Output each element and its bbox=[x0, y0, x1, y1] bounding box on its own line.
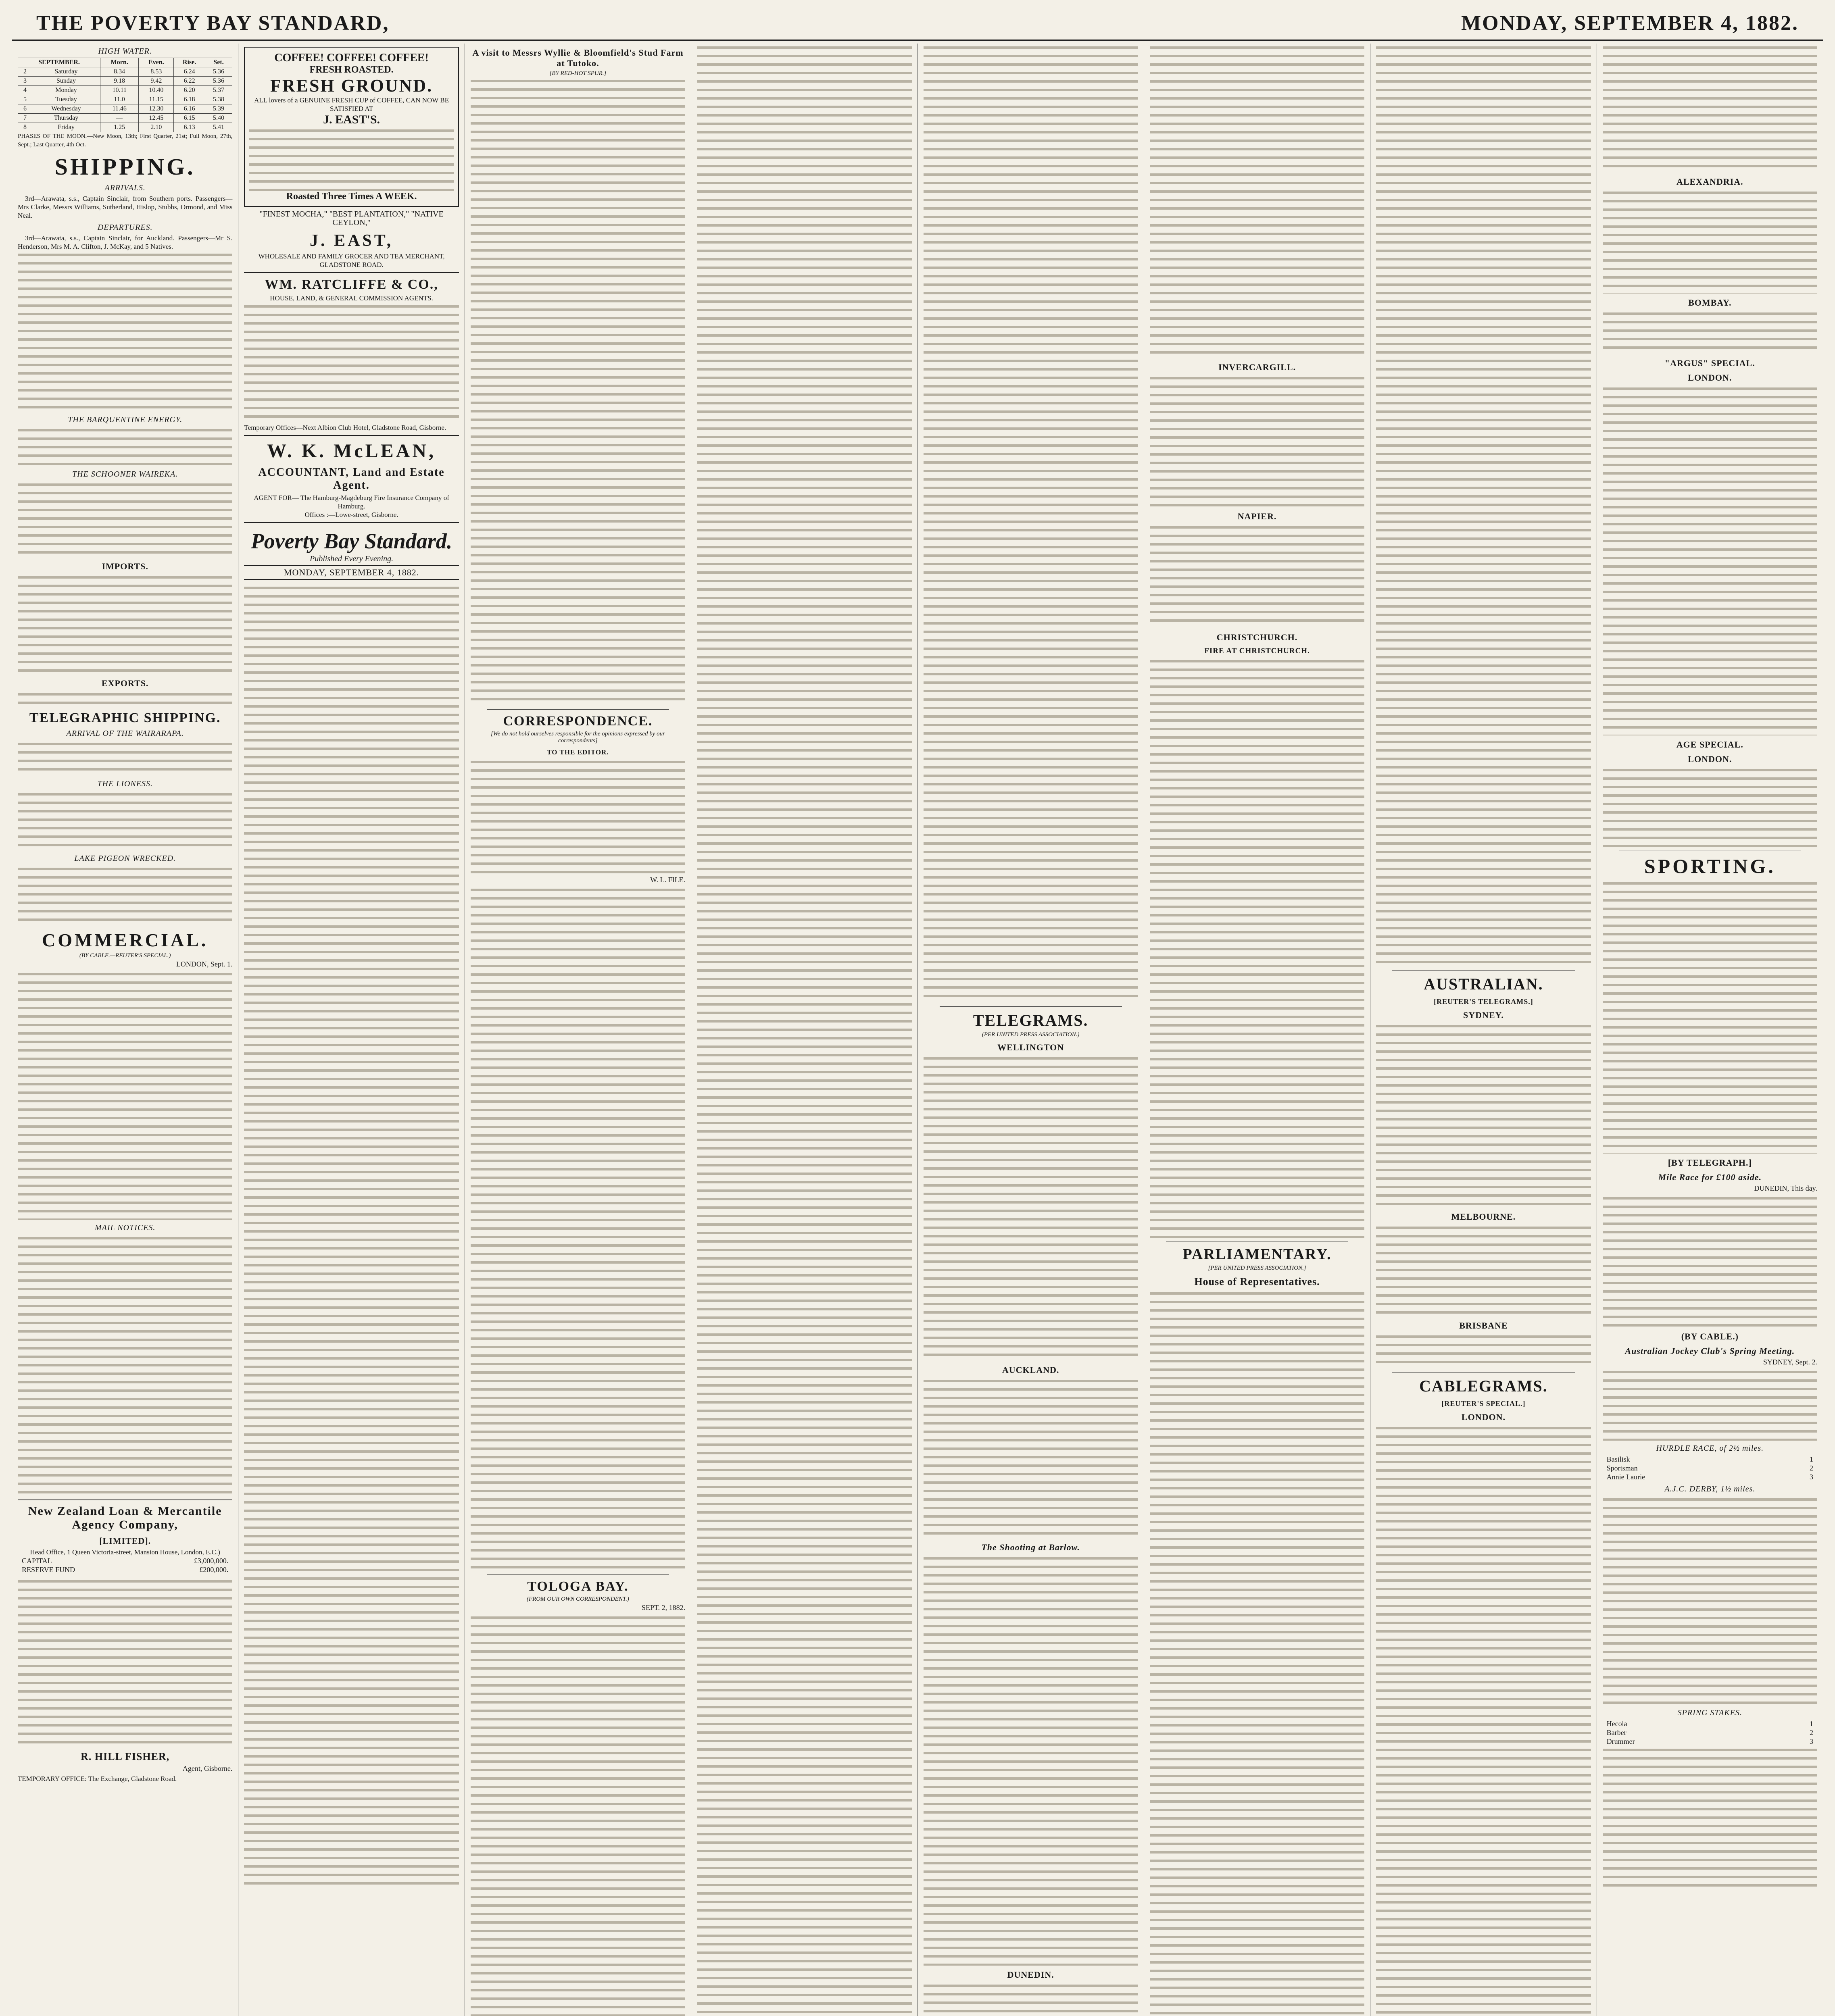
fire-heading: FIRE AT CHRISTCHURCH. bbox=[1204, 647, 1310, 655]
article-text bbox=[1603, 385, 1817, 735]
east-trade: WHOLESALE AND FAMILY GROCER AND TEA MERCHANT, bbox=[258, 252, 445, 260]
sydney-heading: SYDNEY. bbox=[1463, 1010, 1504, 1020]
tide-cell: 6.20 bbox=[174, 86, 205, 95]
article-text bbox=[1150, 374, 1364, 507]
tide-cell: 12.45 bbox=[139, 114, 174, 123]
text-block bbox=[18, 426, 232, 467]
column-6 bbox=[1144, 44, 1370, 2016]
article-text bbox=[1603, 44, 1817, 173]
text-block bbox=[18, 573, 232, 674]
tide-header: Even. bbox=[139, 58, 174, 67]
text-block bbox=[18, 740, 232, 776]
tide-cell: Monday bbox=[32, 86, 100, 95]
tide-cell: 2.10 bbox=[139, 123, 174, 132]
ajc-heading: Australian Jockey Club's Spring Meeting. bbox=[1625, 1346, 1795, 1356]
agent-title: Agent, Gisborne. bbox=[182, 1764, 233, 1772]
commercial-heading: COMMERCIAL. bbox=[42, 930, 209, 950]
article-text bbox=[244, 584, 459, 1890]
article-text bbox=[924, 1982, 1138, 2016]
article-text bbox=[1603, 310, 1817, 354]
result-row bbox=[1603, 1455, 1817, 1464]
article-text bbox=[1603, 1194, 1817, 1327]
text-block bbox=[18, 690, 232, 706]
letter-text bbox=[471, 758, 685, 875]
tide-cell: 10.40 bbox=[139, 86, 174, 95]
tide-cell: Saturday bbox=[32, 67, 100, 77]
argus-london: LONDON. bbox=[1688, 373, 1732, 383]
tide-cell: 3 bbox=[18, 77, 32, 86]
text-block bbox=[18, 481, 232, 557]
nz-loan-heading: New Zealand Loan & Mercantile Agency Company, bbox=[28, 1504, 222, 1531]
text-block bbox=[18, 970, 232, 1220]
mclean-agent: AGENT FOR— The Hamburg-Magdeburg Fire Insurance Company of Hamburg. bbox=[254, 494, 449, 510]
tide-cell: 8.53 bbox=[139, 67, 174, 77]
east-name: J. EAST, bbox=[310, 231, 394, 250]
tologa-date: SEPT. 2, 1882. bbox=[641, 1604, 686, 1612]
visit-byline: [BY RED-HOT SPUR.] bbox=[549, 70, 607, 77]
masthead-title: THE POVERTY BAY STANDARD, bbox=[36, 12, 390, 35]
article-text bbox=[1376, 1333, 1591, 1369]
australian-heading: AUSTRALIAN. bbox=[1424, 975, 1543, 993]
tide-cell: 10.11 bbox=[100, 86, 139, 95]
masthead bbox=[12, 11, 1823, 41]
house-heading: House of Representatives. bbox=[1194, 1276, 1320, 1287]
article-text bbox=[1150, 1289, 1364, 2016]
by-cable: (BY CABLE.) bbox=[1681, 1331, 1739, 1341]
fresh-roasted: FRESH ROASTED. bbox=[309, 65, 394, 75]
tide-cell: 7 bbox=[18, 114, 32, 123]
horse-name: Basilisk bbox=[1606, 1455, 1630, 1463]
horse-name: Sportsman bbox=[1606, 1464, 1638, 1472]
reserve-label: RESERVE FUND bbox=[22, 1566, 75, 1574]
tide-cell: 6.16 bbox=[174, 104, 205, 114]
article-text bbox=[1603, 766, 1817, 847]
divider bbox=[244, 522, 459, 523]
coffee-ad-text: ALL lovers of a GENUINE FRESH CUP of COFFEE, CAN NOW BE SATISFIED AT bbox=[254, 96, 449, 112]
melbourne-heading: MELBOURNE. bbox=[1451, 1212, 1516, 1222]
tide-cell: 5.38 bbox=[205, 95, 232, 104]
bombay-heading: BOMBAY. bbox=[1688, 298, 1732, 308]
article-text bbox=[1603, 189, 1817, 294]
derby-heading: A.J.C. DERBY, 1½ miles. bbox=[1664, 1485, 1756, 1493]
text-block bbox=[249, 127, 454, 191]
imports-heading: IMPORTS. bbox=[102, 561, 148, 571]
tide-cell: 6.18 bbox=[174, 95, 205, 104]
placing: 1 bbox=[1810, 1720, 1813, 1728]
tide-cell: 5 bbox=[18, 95, 32, 104]
age-london: LONDON. bbox=[1688, 754, 1732, 764]
dunedin-dateline: DUNEDIN, This day. bbox=[1754, 1184, 1817, 1192]
published-note: Published Every Evening. bbox=[309, 554, 394, 563]
tide-header: Set. bbox=[205, 58, 232, 67]
tide-cell: Wednesday bbox=[32, 104, 100, 114]
column-8 bbox=[1597, 44, 1823, 2016]
article-text bbox=[1150, 523, 1364, 628]
paper-name: Poverty Bay Standard. bbox=[250, 529, 452, 553]
ratcliffe-sub: HOUSE, LAND, & GENERAL COMMISSION AGENTS. bbox=[270, 294, 433, 302]
tide-header: SEPTEMBER. bbox=[18, 58, 100, 67]
tide-cell: 6.24 bbox=[174, 67, 205, 77]
moon-phases: PHASES OF THE MOON.—New Moon, 13th; First Quarter, 21st; Full Moon, 27th, Sept.; Last Quarter, 4th Oct. bbox=[18, 133, 233, 148]
tide-row bbox=[18, 95, 232, 104]
article-text bbox=[697, 44, 911, 2016]
tide-cell: Tuesday bbox=[32, 95, 100, 104]
london-heading: LONDON. bbox=[1461, 1412, 1506, 1422]
reuters-special: [REUTER'S SPECIAL.] bbox=[1441, 1400, 1526, 1408]
capital-value: £3,000,000. bbox=[194, 1557, 229, 1565]
mclean-sub: ACCOUNTANT, Land and Estate Agent. bbox=[258, 466, 445, 492]
column-1 bbox=[12, 44, 238, 2016]
tide-header-row bbox=[18, 58, 232, 67]
columns bbox=[12, 44, 1823, 2016]
horse-name: Annie Laurie bbox=[1606, 1473, 1645, 1481]
divider bbox=[940, 1006, 1122, 1007]
coffee-ad bbox=[244, 47, 459, 207]
nz-loan-sub: [LIMITED]. bbox=[99, 1536, 151, 1546]
hurdle-heading: HURDLE RACE, of 2½ miles. bbox=[1656, 1444, 1764, 1453]
cablegrams-heading: CABLEGRAMS. bbox=[1419, 1377, 1548, 1395]
mocha-line: "FINEST MOCHA," "BEST PLANTATION," "NATIVE CEYLON," bbox=[259, 210, 444, 227]
article-text bbox=[924, 1554, 1138, 1966]
mile-race-heading: Mile Race for £100 aside. bbox=[1658, 1172, 1762, 1182]
article-text bbox=[924, 1377, 1138, 1538]
alexandria-heading: ALEXANDRIA. bbox=[1677, 177, 1743, 187]
head-office: Head Office, 1 Queen Victoria-street, Mansion House, London, E.C.) bbox=[30, 1548, 220, 1556]
invercargill-heading: INVERCARGILL. bbox=[1218, 362, 1296, 372]
divider bbox=[1392, 970, 1574, 971]
divider bbox=[244, 435, 459, 436]
result-row bbox=[1603, 1728, 1817, 1737]
tide-cell: 5.39 bbox=[205, 104, 232, 114]
result-row bbox=[1603, 1719, 1817, 1728]
telegraphic-heading: TELEGRAPHIC SHIPPING. bbox=[29, 710, 221, 725]
capital-row bbox=[18, 1556, 232, 1565]
visit-heading: A visit to Messrs Wyllie & Bloomfield's Stud Farm at Tutoko. bbox=[472, 48, 684, 68]
tide-cell: 11.15 bbox=[139, 95, 174, 104]
by-telegraph: [BY TELEGRAPH.] bbox=[1668, 1158, 1752, 1168]
correspondence-heading: CORRESPONDENCE. bbox=[503, 714, 653, 729]
article-text bbox=[1150, 44, 1364, 358]
telegrams-heading: TELEGRAMS. bbox=[973, 1011, 1088, 1029]
text-block bbox=[18, 790, 232, 851]
article-text bbox=[1603, 1495, 1817, 1705]
argus-heading: "ARGUS" SPECIAL. bbox=[1664, 358, 1755, 368]
roasted-three: Roasted Three Times A WEEK. bbox=[286, 191, 417, 202]
placing: 2 bbox=[1810, 1729, 1813, 1737]
article-text bbox=[471, 1614, 685, 2016]
article-text bbox=[924, 1054, 1138, 1361]
wellington-heading: WELLINGTON bbox=[997, 1042, 1064, 1052]
sporting-heading: SPORTING. bbox=[1644, 855, 1776, 877]
tide-cell: 5.36 bbox=[205, 77, 232, 86]
result-row bbox=[1603, 1737, 1817, 1746]
tide-cell: Sunday bbox=[32, 77, 100, 86]
issue-date: MONDAY, SEPTEMBER 4, 1882. bbox=[244, 565, 459, 580]
tide-row bbox=[18, 67, 232, 77]
tide-row bbox=[18, 123, 232, 132]
telegrams-sub: (PER UNITED PRESS ASSOCIATION.) bbox=[982, 1031, 1080, 1038]
schooner-heading: THE SCHOONER WAIREKA. bbox=[72, 470, 178, 479]
commercial-date: LONDON, Sept. 1. bbox=[176, 960, 233, 968]
brisbane-heading: BRISBANE bbox=[1459, 1320, 1508, 1331]
article-text bbox=[924, 44, 1138, 1003]
placing: 1 bbox=[1810, 1455, 1813, 1463]
parliamentary-sub: [PER UNITED PRESS ASSOCIATION.] bbox=[1208, 1265, 1306, 1271]
tide-row bbox=[18, 86, 232, 95]
tide-cell: 6.22 bbox=[174, 77, 205, 86]
east-name-ad: J. EAST'S. bbox=[323, 113, 380, 126]
tide-cell: 11.0 bbox=[100, 95, 139, 104]
tide-cell: 5.40 bbox=[205, 114, 232, 123]
departures-text: 3rd—Arawata, s.s., Captain Sinclair, for Auckland. Passengers—Mr S. Henderson, Mrs M. A. Clifton, J. McKay, and 5 Natives. bbox=[18, 234, 233, 250]
to-editor: TO THE EDITOR. bbox=[547, 748, 609, 756]
tide-cell: 12.30 bbox=[139, 104, 174, 114]
divider bbox=[487, 1574, 669, 1575]
east-address: GLADSTONE ROAD. bbox=[319, 261, 384, 269]
wairarapa-heading: ARRIVAL OF THE WAIRARAPA. bbox=[66, 729, 184, 738]
tide-cell: 11.46 bbox=[100, 104, 139, 114]
temporary-office: TEMPORARY OFFICE: The Exchange, Gladstone Road. bbox=[18, 1775, 177, 1783]
column-2 bbox=[238, 44, 465, 2016]
tide-cell: 5.37 bbox=[205, 86, 232, 95]
lioness-heading: THE LIONESS. bbox=[97, 779, 153, 788]
article-text bbox=[1376, 1424, 1591, 2016]
agent-name: R. HILL FISHER, bbox=[81, 1751, 170, 1762]
tologa-heading: TOLOGA BAY. bbox=[527, 1579, 629, 1594]
column-4 bbox=[691, 44, 918, 2016]
column-5 bbox=[918, 44, 1144, 2016]
text-block bbox=[18, 865, 232, 925]
tide-cell: — bbox=[100, 114, 139, 123]
text-block bbox=[244, 302, 459, 423]
sydney-dateline: SYDNEY, Sept. 2. bbox=[1763, 1358, 1817, 1366]
tide-title: HIGH WATER. bbox=[98, 47, 152, 56]
fresh-ground: FRESH GROUND. bbox=[270, 76, 433, 96]
coffee-heading: COFFEE! COFFEE! COFFEE! bbox=[274, 52, 429, 64]
spring-heading: SPRING STAKES. bbox=[1677, 1708, 1742, 1717]
column-3 bbox=[465, 44, 691, 2016]
result-row bbox=[1603, 1472, 1817, 1481]
arrivals-text: 3rd—Arawata, s.s., Captain Sinclair, from Southern ports. Passengers—Mrs Clarke, Messrs Williams, Sutherland, Hislop, Stubbs, Ormond, and Miss Neal. bbox=[18, 195, 233, 219]
shipping-heading: SHIPPING. bbox=[54, 154, 196, 180]
article-text bbox=[1376, 1022, 1591, 1208]
shooting-heading: The Shooting at Barlow. bbox=[981, 1542, 1080, 1552]
placing: 3 bbox=[1810, 1473, 1813, 1481]
placing: 2 bbox=[1810, 1464, 1813, 1472]
pigeon-heading: LAKE PIGEON WRECKED. bbox=[74, 854, 176, 863]
ratcliffe-office: Temporary Offices—Next Albion Club Hotel, Gladstone Road, Gisborne. bbox=[244, 424, 446, 431]
article-text bbox=[1150, 657, 1364, 1238]
tide-header: Rise. bbox=[174, 58, 205, 67]
reserve-value: £200,000. bbox=[199, 1566, 229, 1574]
parliamentary-heading: PARLIAMENTARY. bbox=[1182, 1246, 1332, 1263]
tide-cell: Thursday bbox=[32, 114, 100, 123]
horse-name: Barber bbox=[1606, 1729, 1626, 1737]
tide-cell: 8 bbox=[18, 123, 32, 132]
ratcliffe-heading: WM. RATCLIFFE & CO., bbox=[265, 277, 438, 292]
mclean-heading: W. K. McLEAN, bbox=[267, 440, 436, 462]
age-heading: AGE SPECIAL. bbox=[1676, 739, 1743, 750]
barquentine-heading: THE BARQUENTINE ENERGY. bbox=[68, 415, 183, 424]
divider bbox=[487, 709, 669, 710]
capital-label: CAPITAL bbox=[22, 1557, 52, 1565]
mclean-office: Offices :—Lowe-street, Gisborne. bbox=[304, 511, 398, 519]
article-text bbox=[471, 886, 685, 1571]
exports-heading: EXPORTS. bbox=[101, 678, 149, 688]
column-7 bbox=[1370, 44, 1597, 2016]
tide-body bbox=[18, 67, 232, 132]
text-block bbox=[18, 1234, 232, 1496]
letter-signature: W. L. FILE. bbox=[650, 876, 686, 884]
spring-results bbox=[1603, 1719, 1817, 1746]
tide-cell: 1.25 bbox=[100, 123, 139, 132]
tide-header: Morn. bbox=[100, 58, 139, 67]
article-text bbox=[1376, 1224, 1591, 1316]
horse-name: Drummer bbox=[1606, 1737, 1635, 1745]
article-text bbox=[1603, 1368, 1817, 1441]
tide-row bbox=[18, 77, 232, 86]
placing: 3 bbox=[1810, 1737, 1813, 1745]
article-text bbox=[471, 77, 685, 706]
hurdle-results bbox=[1603, 1455, 1817, 1481]
article-text bbox=[1603, 1746, 1817, 1891]
mail-heading: MAIL NOTICES. bbox=[94, 1223, 156, 1232]
tide-cell: 9.42 bbox=[139, 77, 174, 86]
tide-cell: 5.36 bbox=[205, 67, 232, 77]
tide-cell: 8.34 bbox=[100, 67, 139, 77]
masthead-date: MONDAY, SEPTEMBER 4, 1882. bbox=[1461, 12, 1799, 35]
text-block bbox=[18, 251, 232, 412]
article-text bbox=[1376, 44, 1591, 967]
napier-heading: NAPIER. bbox=[1237, 511, 1277, 521]
tide-cell: 6.15 bbox=[174, 114, 205, 123]
horse-name: Hecola bbox=[1606, 1720, 1627, 1728]
tide-cell: 9.18 bbox=[100, 77, 139, 86]
tide-row bbox=[18, 114, 232, 123]
reuters-telegrams: [REUTER'S TELEGRAMS.] bbox=[1434, 998, 1533, 1006]
commercial-sub: (BY CABLE.—REUTER'S SPECIAL.) bbox=[79, 952, 171, 959]
departures-heading: DEPARTURES. bbox=[97, 223, 153, 232]
tide-cell: 6 bbox=[18, 104, 32, 114]
tide-cell: 5.41 bbox=[205, 123, 232, 132]
text-block bbox=[18, 1577, 232, 1747]
christchurch-heading: CHRISTCHURCH. bbox=[1216, 632, 1298, 642]
auckland-heading: AUCKLAND. bbox=[1002, 1365, 1059, 1375]
tide-cell: 2 bbox=[18, 67, 32, 77]
arrivals-heading: ARRIVALS. bbox=[104, 183, 146, 192]
tide-table bbox=[18, 58, 232, 132]
result-row bbox=[1603, 1464, 1817, 1472]
tide-cell: 6.13 bbox=[174, 123, 205, 132]
correspondence-note: [We do not hold ourselves responsible for the opinions expressed by our correspondents] bbox=[490, 731, 665, 744]
divider bbox=[244, 272, 459, 273]
dunedin-heading: DUNEDIN. bbox=[1007, 1970, 1054, 1980]
article-text bbox=[1603, 879, 1817, 1154]
reserve-row bbox=[18, 1565, 232, 1574]
tide-row bbox=[18, 104, 232, 114]
tide-cell: Friday bbox=[32, 123, 100, 132]
tide-cell: 4 bbox=[18, 86, 32, 95]
tologa-sub: (FROM OUR OWN CORRESPONDENT.) bbox=[527, 1596, 629, 1602]
